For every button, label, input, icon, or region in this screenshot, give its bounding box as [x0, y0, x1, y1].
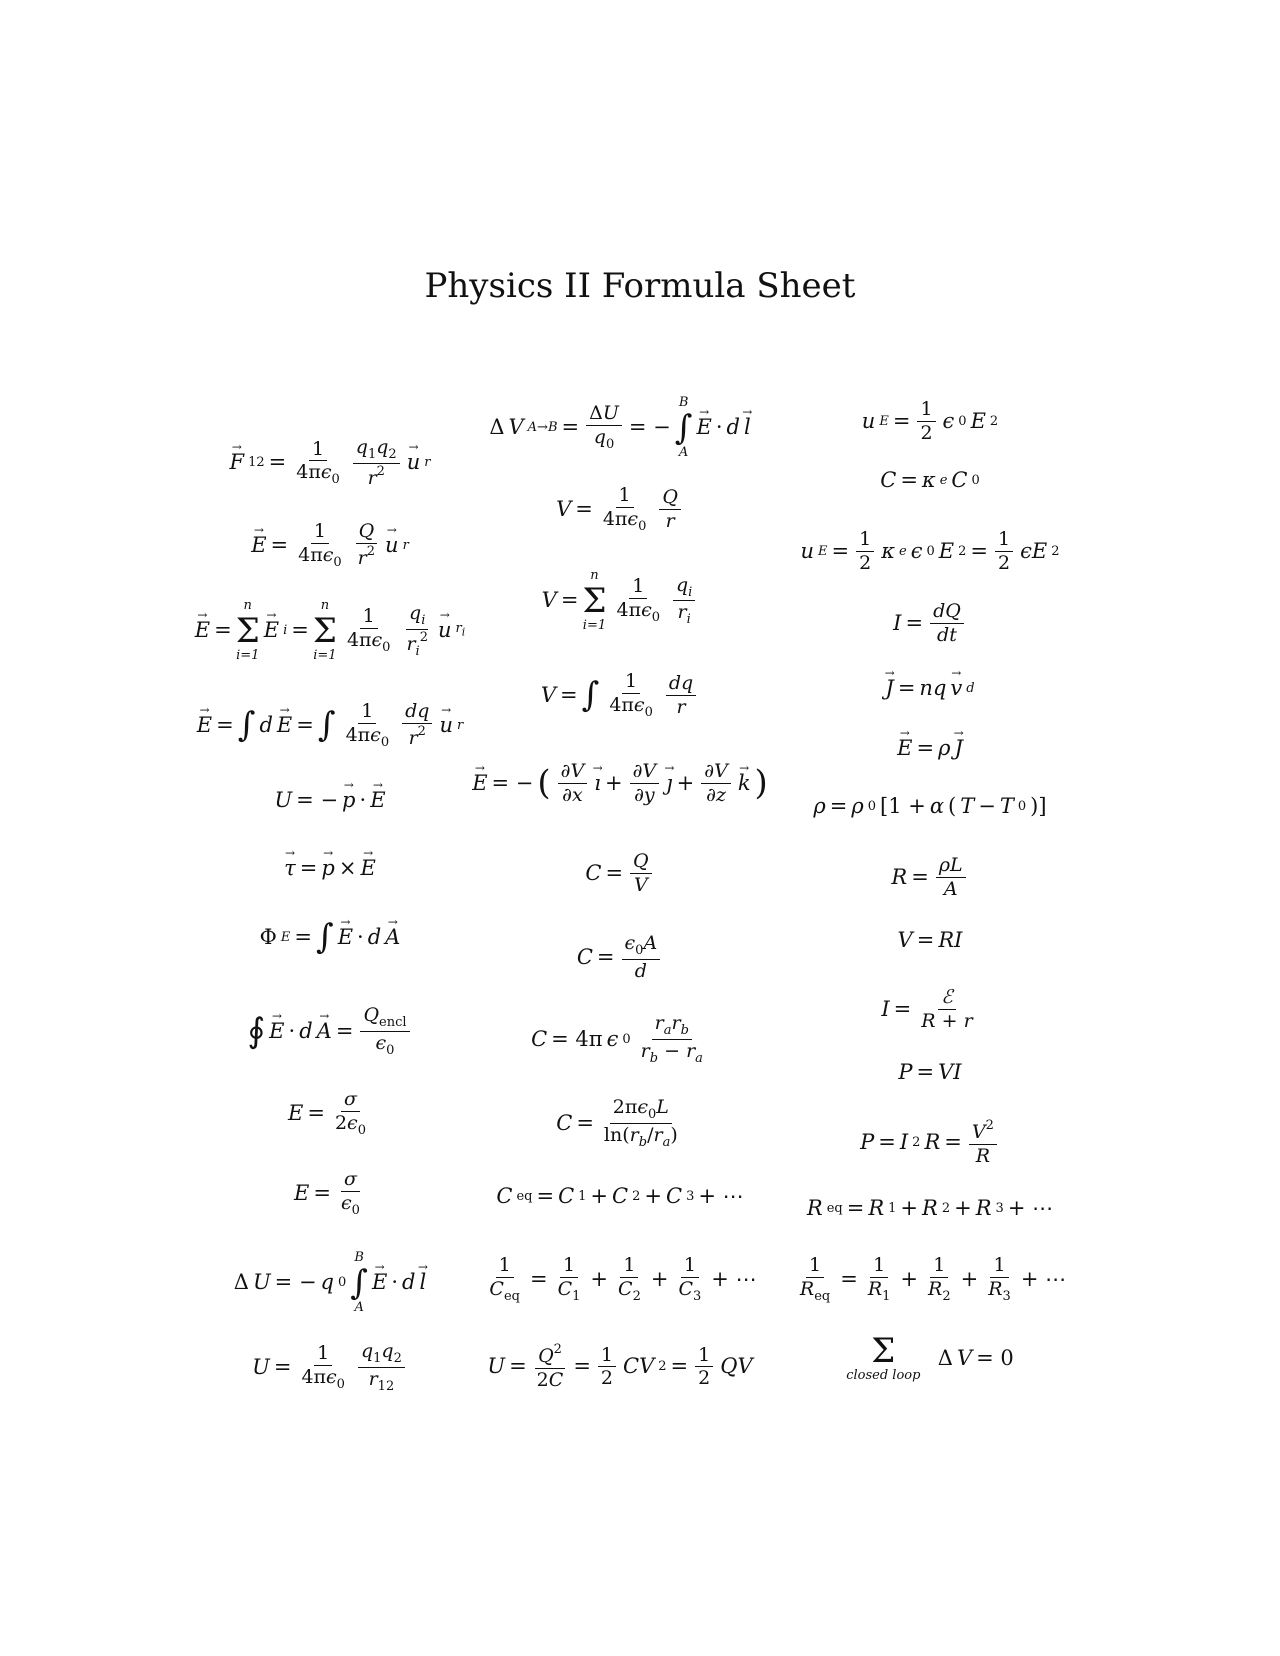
formula-parallel-capacitors: C eq = C 1 + C 2 + C 3 + ⋯ [496, 1184, 744, 1208]
formula-electric-flux: Φ E = ∫ → E · d → A [130, 920, 530, 954]
formula-power-resistance: P = I 2 R = $\frac{V^2}{R}$ [730, 1118, 1130, 1168]
page-title: Physics II Formula Sheet [424, 266, 856, 306]
closed-loop-label: closed loop [846, 1368, 921, 1383]
formula-dipole-energy: U = − → p · → E [130, 790, 530, 811]
formula-integral-potential: V = ∫ $\frac{1}{4\pi\epsilon_0}$ $\frac{dq}{r}$ [420, 670, 820, 720]
formula-gradient-field: → E = − ( $\frac{\partial V}{\partial x}$ → ı + $\frac{\partial V}{\partial y}$ → ȷ + $\frac{\partial V}{\partial z}$ → k ) [420, 760, 820, 807]
formula-resistance: R = $\frac{\rho L}{A}$ [730, 854, 1130, 901]
formula-dipole-torque: → τ = → p × → E [130, 858, 530, 879]
formula-dielectric-capacitance: C = κ e C 0 [880, 468, 980, 492]
formula-coulomb-force: → F 12 = $\frac{1}{4\pi\epsilon_0}$ $\frac{q_1q_2}{r^2}$ → u r [130, 436, 530, 489]
formula-plane-field-half: E = $\frac{\sigma}{2\epsilon_0}$ [288, 1088, 366, 1138]
formula-resistivity-field: → E = ρ → J [730, 738, 1130, 759]
formula-series-resistors: R eq = R 1 + R 2 + R 3 + ⋯ [806, 1196, 1054, 1220]
formula-point-potential: V = $\frac{1}{4\pi\epsilon_0}$ $\frac{Q}{r}$ [420, 484, 820, 534]
formula-sum-potential: V = n Σ i=1 $\frac{1}{4\pi\epsilon_0}$ $\frac{q_i}{r_i}$ [420, 568, 820, 633]
formula-gauss-law: ∮ → E · d → A = $\frac{Q_{encl}}{\epsilon_0}$ [130, 1004, 530, 1058]
formula-kirchhoff-loop: Σ closed loop Δ V = 0 [846, 1331, 1014, 1383]
formula-current: I = $\frac{dQ}{dt}$ [730, 600, 1130, 647]
formula-energy-density: u E = $\frac{1}{2}$ ϵ 0 E 2 [861, 398, 999, 444]
formula-capacitor-energy: U = $\frac{Q^2}{2C}$ = $\frac{1}{2}$ CV 2 = $\frac{1}{2}$ QV [487, 1342, 753, 1391]
formula-potential-difference: Δ V A→B = $\frac{\Delta U}{q_0}$ = − B ∫ A → E · d → l [420, 395, 820, 460]
formula-ohms-law: V = RI [897, 928, 963, 952]
formula-point-charge-field: → E = $\frac{1}{4\pi\epsilon_0}$ $\frac{Q}{r^2}$ → u r [130, 520, 530, 570]
formula-dielectric-energy-density: u E = $\frac{1}{2}$ κ e ϵ 0 E 2 = $\frac{1}{2}$ ϵE 2 [800, 528, 1060, 574]
formula-pair-potential-energy: U = $\frac{1}{4\pi\epsilon_0}$ $\frac{q_1q_2}{r_{12}}$ [130, 1340, 530, 1394]
formula-superposition-field: → E = n Σ i=1 → E i = n Σ i=1 $\frac{1}{4\pi\epsilon_0}$ $\frac{q_i}{r_i^2}$ → u $r_i$ [130, 598, 530, 663]
formula-plane-field: E = $\frac{\sigma}{\epsilon_0}$ [294, 1168, 360, 1218]
formula-emf-current: I = $\frac{\text{ℰ}}{R + r}$ [881, 986, 973, 1032]
formula-current-density: → J = nq → v d [730, 678, 1130, 699]
formula-potential-energy-change: Δ U = − q 0 B ∫ A → E · d → l [130, 1250, 530, 1315]
formula-spherical-capacitor: C = 4π ϵ 0 $\frac{r_ar_b}{r_b - r_a}$ [531, 1012, 703, 1066]
formula-parallel-resistors: $\frac{1}{R_{eq}}$ = $\frac{1}{R_1}$ + $\frac{1}{R_2}$ + $\frac{1}{R_3}$ + ⋯ [799, 1254, 1067, 1304]
formula-capacitance: C = $\frac{Q}{V}$ [420, 850, 820, 897]
formula-resistivity-temperature: ρ = ρ 0 [1 + α ( T − T 0 )] [813, 794, 1047, 818]
formula-series-capacitors: $\frac{1}{C_{eq}}$ = $\frac{1}{C_1}$ + $\frac{1}{C_2}$ + $\frac{1}{C_3}$ + ⋯ [489, 1254, 757, 1304]
formula-power: P = VI [898, 1060, 962, 1084]
formula-continuous-field: → E = ∫ d → E = ∫ $\frac{1}{4\pi\epsilon_0}$ $\frac{dq}{r^2}$ → u r [130, 700, 530, 750]
formula-parallel-plate: C = $\frac{\epsilon_0A}{d}$ [420, 932, 820, 982]
formula-cylindrical-capacitor: C = $\frac{2\pi\epsilon_0L}{\ln(r_b/r_a)}$ [556, 1096, 678, 1150]
